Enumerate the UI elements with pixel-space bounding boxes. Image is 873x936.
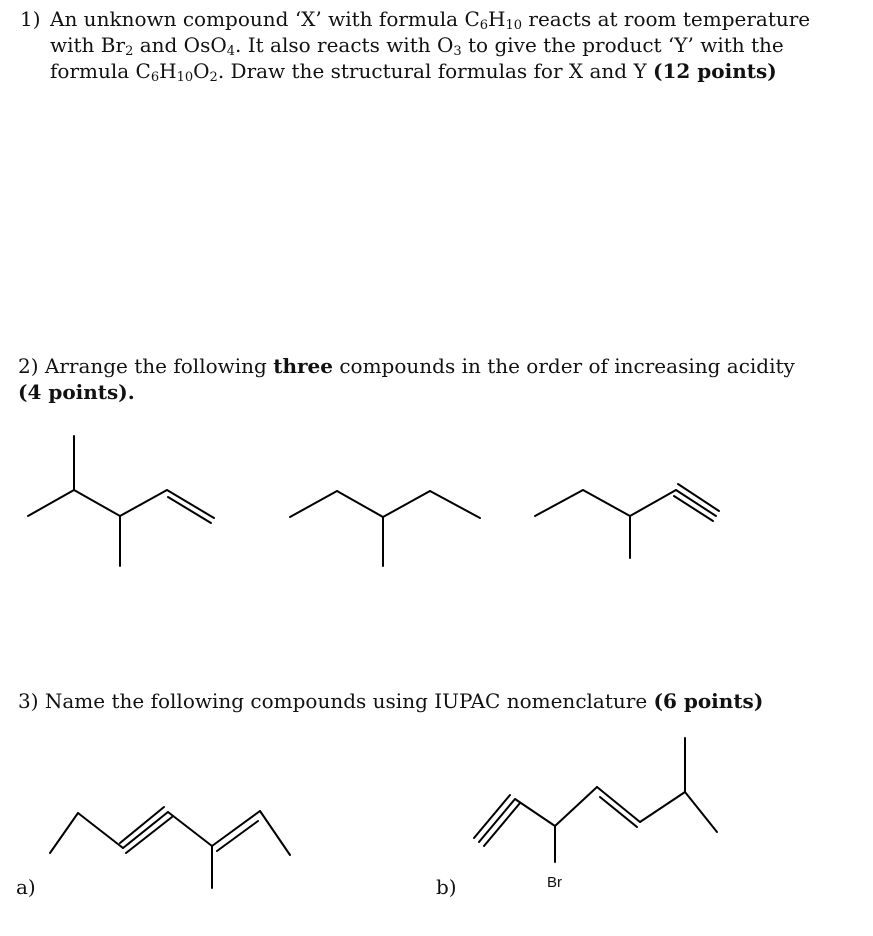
label-b: b) [436,875,457,899]
question-1-points: (12 points) [653,59,777,83]
question-2-emphasis: three [273,354,333,378]
question-1-number: 1) [20,7,41,31]
label-a: a) [16,875,36,899]
structure-alkyne [535,484,719,558]
question-2-points: (4 points). [18,380,135,404]
question-3-points: (6 points) [653,689,764,713]
structure-alkane [290,491,480,566]
question-2: 2) Arrange the following three compounds in the order of increasing acidity (4 points). [18,354,795,404]
question-3: 3) Name the following compounds using IUPAC nomenclature (6 points) [18,689,764,713]
structure-a [50,807,290,888]
structure-b [474,738,717,862]
question-1-text: An unknown compound ‘X’ with formula $C_6H_{10}$ reacts at room temperature with $Br_2$ and OsO$_4$. It also reacts with $O_3$ to give the product ‘Y’ with the formula $C_6H_{10}O_2$. Draw the structural formulas for X and Y (12 points) [50,7,811,85]
bromine-label: Br [547,874,562,891]
structure-alkene [28,436,214,566]
